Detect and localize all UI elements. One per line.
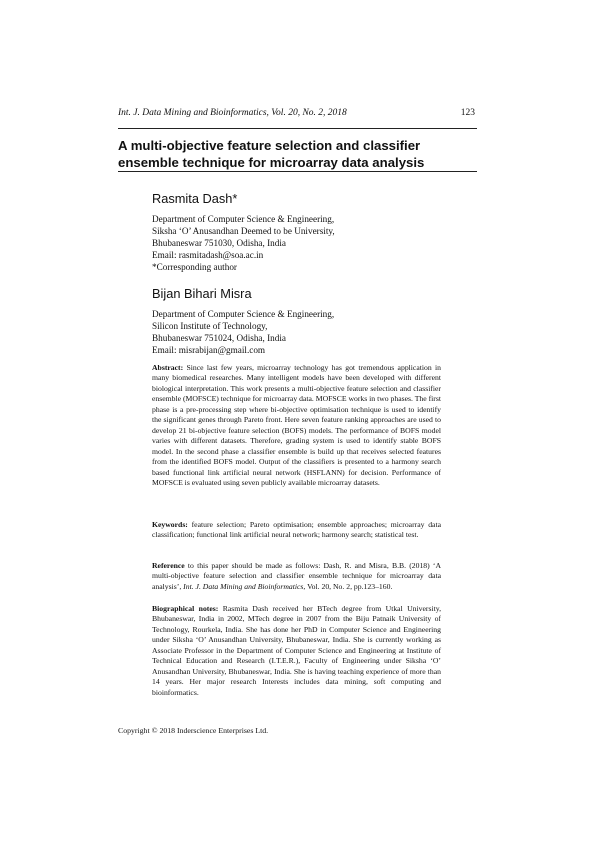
top-rule	[118, 128, 477, 129]
reference-note	[152, 561, 441, 592]
author-affiliation-2	[152, 308, 472, 356]
affiliation-line: Silicon Institute of Technology,	[152, 321, 268, 332]
bio-text: Rasmita Dash received her BTech degree from Utkal University, Bhubaneswar, India in 2002, MTech degree in 2007 from the Biju Patnaik University of Technology, Rourkela, India. She has done her PhD in Computer Science and Engineering under Siksha ‘O’ Anusandhan University, Bhubaneswar, India. She is currently working as Associate Professor in the Department of Computer Science and Engineering at Institute of Technical Education and Research (I.T.E.R.), Faculty of Engineering under Siksha ‘O’ Anusandhan University, Bhubaneswar, India. She is having teaching experience of more than 14 years. Her major research Interests includes data mining, soft computing and bioinformatics.	[152, 604, 441, 697]
affiliation-line: Bhubaneswar 751024, Odisha, India	[152, 333, 286, 344]
author-affiliation-1	[152, 213, 472, 273]
reference-text: to this paper should be made as follows: Dash, R. and Misra, B.B. (2018) ‘A multi-objective feature selection and classifier ensemble technique for microarray data analysis’,	[152, 561, 441, 591]
affiliation-line: Bhubaneswar 751030, Odisha, India	[152, 238, 286, 249]
corresponding-author-note: *Corresponding author	[152, 262, 237, 273]
affiliation-line: Siksha ‘O’ Anusandhan Deemed to be University,	[152, 226, 335, 237]
title-rule	[118, 171, 477, 172]
affiliation-line: Department of Computer Science & Engineering,	[152, 309, 335, 319]
keywords	[152, 520, 441, 541]
paper-title: A multi-objective feature selection and classifier ensemble technique for microarray data analysis	[118, 138, 425, 170]
abstract-text: Since last few years, microarray technology has got tremendous application in many biomedical researches. Many intelligent models have been developed with different biological interpretation. This work presents a multi-objective feature selection and classifier ensemble (MOFSCE) technique for microarray data. MOFSCE works in two phases. The first phase is a pre-processing step where bi-objective optimisation technique is used to identify the significant genes through Pareto front. Here seven feature ranking approaches are used to develop 21 bi-objective feature selection (BOFS) models. The performance of BOFS model varies with different datasets. Therefore, grading system is used to identify stable BOFS model. In the second phase a classifier ensemble is build up that receives selected features from the identified BOFS model. Output of the classifiers is presented to a harmony search based functional link artificial neural network (HSFLANN) for decision. Performance of MOFSCE is evaluated using seven publicly available microarray datasets.	[152, 363, 442, 487]
reference-volume: , Vol. 20, No. 2, pp.123–160.	[303, 581, 393, 591]
copyright-notice: Copyright © 2018 Inderscience Enterprises Ltd.	[118, 726, 269, 735]
abstract	[152, 363, 441, 488]
author-name-2: Bijan Bihari Misra	[152, 286, 252, 301]
reference-label: Reference	[152, 561, 185, 570]
abstract-label: Abstract:	[152, 363, 184, 372]
bio-label: Biographical notes:	[152, 604, 219, 613]
reference-journal: Int. J. Data Mining and Bioinformatics	[183, 581, 304, 591]
keywords-text: feature selection; Pareto optimisation; ensemble approaches; microarray data classification; functional link artificial neural network; harmony search; statistical test.	[152, 520, 441, 540]
author-email: Email: rasmitadash@soa.ac.in	[152, 250, 264, 261]
author-name-1: Rasmita Dash*	[152, 191, 238, 206]
journal-citation: Int. J. Data Mining and Bioinformatics, Vol. 20, No. 2, 2018	[118, 108, 347, 118]
running-head	[118, 108, 475, 118]
author-email: Email: misrabijan@gmail.com	[152, 345, 266, 356]
biographical-notes	[152, 604, 441, 698]
page-number: 123	[460, 108, 475, 118]
keywords-label: Keywords:	[152, 520, 188, 529]
affiliation-line: Department of Computer Science & Engineering,	[152, 214, 335, 224]
